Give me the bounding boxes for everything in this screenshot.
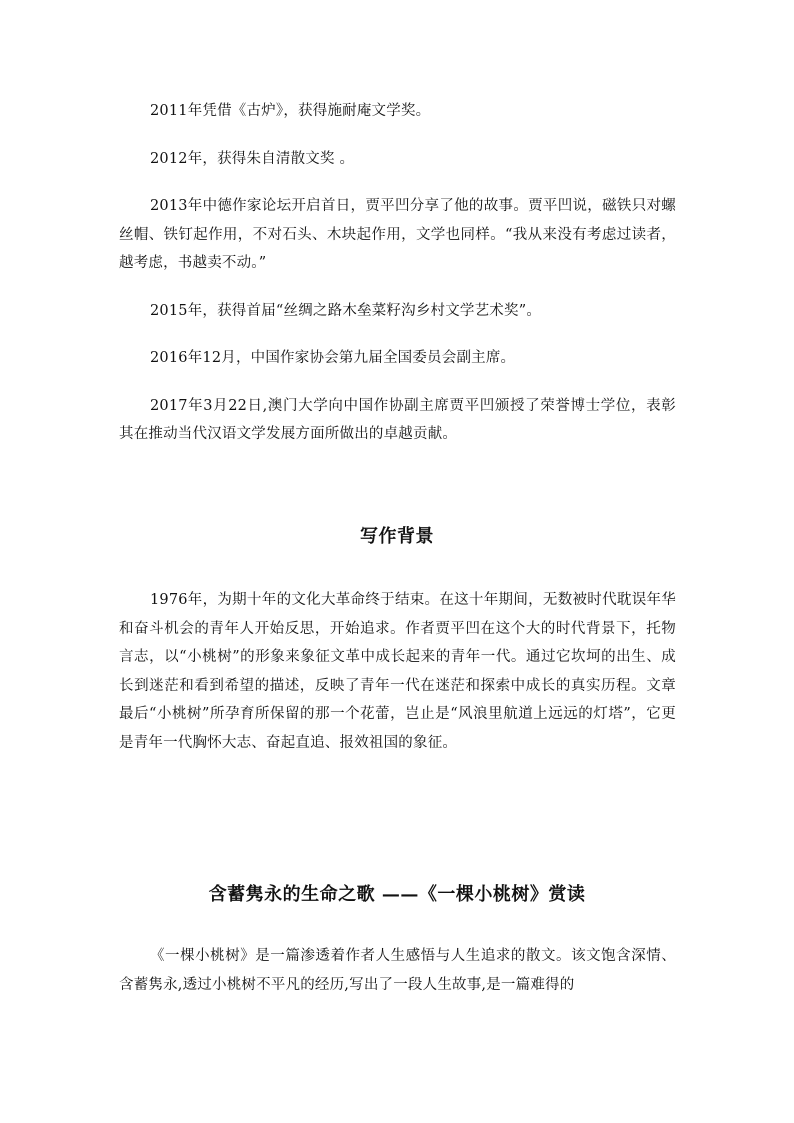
timeline-section [119,97,676,449]
timeline-2016: 2016年12月，中国作家协会第九届全国委员会副主席。 [150,350,516,366]
appreciation-section [119,942,676,999]
timeline-2011: 2011年凭借《古炉》，获得施耐庵文学奖。 [150,103,431,119]
timeline-2013: 2013年中德作家论坛开启首日，贾平凹分享了他的故事。贾平凹说，磁铁只对螺丝帽、铁钉起作用，不对石头、木块起作用，文学也同样。“我从来没有考虑过读者，越考虑，书越卖不动。” [119,198,676,271]
background-section [119,586,676,757]
background-heading: 写作背景 [360,526,434,547]
background-body: 1976年，为期十年的文化大革命终于结束。在这十年期间，无数被时代耽误年华和奋斗机会的青年人开始反思，开始追求。作者贾平凹在这个大的时代背景下，托物言志，以“小桃树”的形象来象征文革中成长起来的青年一代。通过它坎坷的出生、成长到迷茫和看到希望的描述，反映了青年一代在迷茫和探索中成长的真实历程。文章最后“小桃树”所孕育所保留的那一个花蕾，岂止是“风浪里航道上远远的灯塔”，它更是青年一代胸怀大志、奋起直追、报效祖国的象征。 [119,592,676,751]
timeline-2017: 2017年3月22日,澳门大学向中国作协副主席贾平凹颁授了荣誉博士学位，表彰其在推动当代汉语文学发展方面所做出的卓越贡献。 [119,397,676,442]
timeline-2012: 2012年，获得朱自清散文奖 。 [150,150,355,167]
appreciation-heading: 含蓄隽永的生命之歌 ——《一棵小桃树》赏读 [208,884,586,905]
timeline-2015: 2015年，获得首届“丝绸之路木垒菜籽沟乡村文学艺术奖”。 [150,302,542,319]
appreciation-body: 《一棵小桃树》是一篇渗透着作者人生感悟与人生追求的散文。该文饱含深情、含蓄隽永,透过小桃树不平凡的经历,写出了一段人生故事,是一篇难得的 [119,948,676,993]
